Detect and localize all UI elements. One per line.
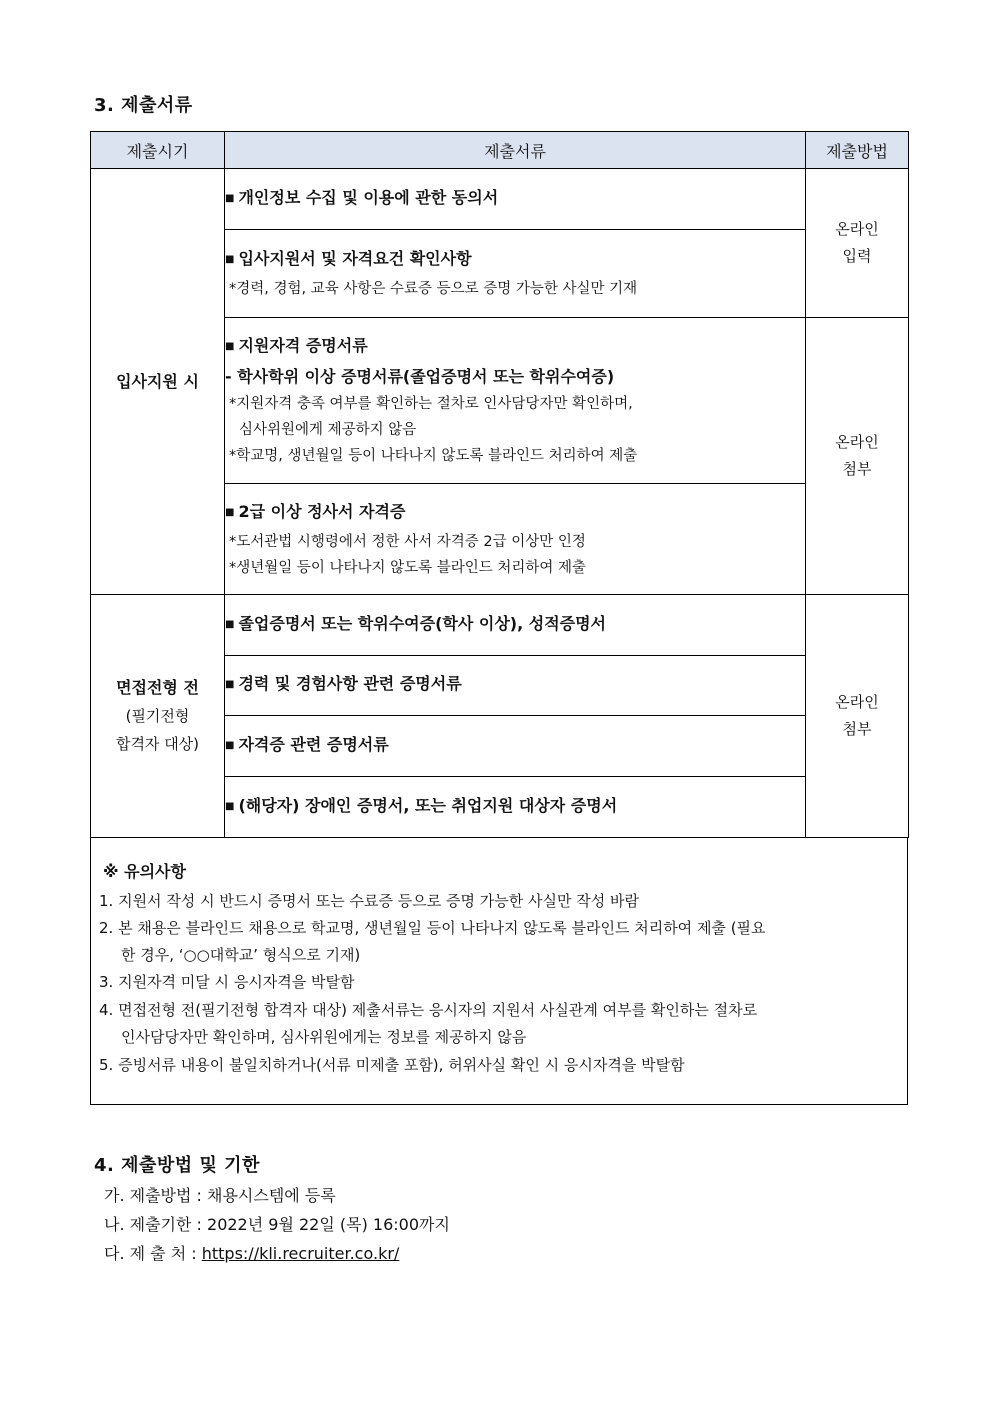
when-interview-sub: (필기전형 bbox=[125, 707, 190, 725]
method-line: 온라인 bbox=[835, 220, 879, 238]
header-when: 제출시기 bbox=[91, 132, 225, 169]
document-title: 지원자격 증명서류 bbox=[238, 336, 368, 355]
method-line: 첨부 bbox=[842, 460, 872, 478]
document-note: *생년월일 등이 나타나지 않도록 블라인드 처리하여 제출 bbox=[229, 559, 587, 576]
section-3-title: 3. 제출서류 bbox=[94, 95, 193, 116]
method-line: 첨부 bbox=[842, 720, 872, 738]
document-title: 입사지원서 및 자격요건 확인사항 bbox=[238, 249, 472, 268]
table-header-row bbox=[91, 132, 909, 169]
note-item: 3. 지원자격 미달 시 응시자격을 박탈함 bbox=[99, 973, 355, 991]
square-bullet-icon: ■ bbox=[225, 618, 235, 630]
document-note: *도서관법 시행령에서 정한 사서 자격증 2급 이상만 인정 bbox=[229, 533, 586, 550]
document-title: 졸업증명서 또는 학위수여증(학사 이상), 성적증명서 bbox=[238, 613, 607, 633]
note-item: 5. 증빙서류 내용이 불일치하거나(서류 미제출 포함), 허위사실 확인 시 응시자격을 박탈함 bbox=[99, 1056, 685, 1074]
square-bullet-icon: ■ bbox=[225, 192, 235, 204]
square-bullet-icon: ■ bbox=[225, 679, 235, 690]
document-title: 자격증 관련 증명서류 bbox=[238, 734, 389, 754]
note-item: 4. 면접전형 전(필기전형 합격자 대상) 제출서류는 응시자의 지원서 사실관계 여부를 확인하는 절차로 bbox=[99, 1001, 758, 1019]
document-note: *지원자격 충족 여부를 확인하는 절차로 인사담당자만 확인하며, bbox=[229, 396, 633, 412]
when-application: 입사지원 시 bbox=[116, 371, 199, 391]
square-bullet-icon: ■ bbox=[225, 506, 235, 518]
square-bullet-icon: ■ bbox=[225, 254, 235, 265]
submission-method-value: 채용시스템에 등록 bbox=[207, 1186, 336, 1205]
document-note: *학교명, 생년월일 등이 나타나지 않도록 블라인드 처리하여 제출 bbox=[229, 448, 638, 464]
note-item: 2. 본 채용은 블라인드 채용으로 학교명, 생년월일 등이 나타나지 않도록 블라인드 처리하여 제출 (필요 bbox=[99, 919, 766, 937]
document-cell bbox=[225, 230, 806, 318]
document-title: (해당자) 장애인 증명서, 또는 취업지원 대상자 증명서 bbox=[238, 795, 618, 815]
document-cell bbox=[225, 656, 806, 716]
notes-box bbox=[90, 837, 908, 1105]
submission-site-label: 다. 제 출 처 : bbox=[104, 1244, 202, 1263]
deadline-value: 2022년 9월 22일 (목) 16:00까지 bbox=[207, 1215, 450, 1234]
method-cell-3 bbox=[806, 595, 909, 838]
document-note: *경력, 경험, 교육 사항은 수료증 등으로 증명 가능한 사실만 기재 bbox=[229, 281, 638, 297]
header-documents: 제출서류 bbox=[225, 132, 806, 169]
method-cell-1 bbox=[806, 169, 909, 318]
submission-site-line bbox=[104, 1242, 399, 1266]
method-line: 입력 bbox=[842, 247, 872, 265]
document-title: 개인정보 수집 및 이용에 관한 동의서 bbox=[238, 187, 499, 207]
when-interview: 면접전형 전 bbox=[116, 678, 199, 697]
document-cell bbox=[225, 777, 806, 838]
note-item: 한 경우, ‘○○대학교’ 형식으로 기재) bbox=[121, 946, 361, 964]
square-bullet-icon: ■ bbox=[225, 800, 235, 812]
when-interview-cell bbox=[91, 595, 225, 838]
method-line: 온라인 bbox=[835, 693, 879, 711]
deadline-line bbox=[104, 1213, 450, 1237]
document-cell bbox=[225, 595, 806, 656]
note-item: 1. 지원서 작성 시 반드시 증명서 또는 수료증 등으로 증명 가능한 사실만 작성 바람 bbox=[99, 892, 639, 910]
table-row bbox=[91, 169, 909, 230]
submission-documents-table bbox=[90, 131, 909, 838]
notes-title: ※ 유의사항 bbox=[103, 862, 186, 881]
document-note: 심사위원에게 제공하지 않음 bbox=[239, 422, 417, 438]
submission-method-label: 가. 제출방법 : bbox=[104, 1186, 208, 1205]
table-row bbox=[91, 595, 909, 656]
method-line: 온라인 bbox=[835, 433, 879, 451]
submission-method-line bbox=[104, 1184, 336, 1208]
document-title: 경력 및 경험사항 관련 증명서류 bbox=[238, 674, 462, 693]
note-item: 인사담당자만 확인하며, 심사위원에게는 정보를 제공하지 않음 bbox=[121, 1028, 527, 1046]
document-cell bbox=[225, 169, 806, 230]
when-interview-sub: 합격자 대상) bbox=[115, 735, 200, 753]
header-method: 제출방법 bbox=[806, 132, 909, 169]
submission-site-link[interactable]: https://kli.recruiter.co.kr/ bbox=[201, 1244, 400, 1263]
document-cell bbox=[225, 716, 806, 777]
when-application-cell bbox=[91, 169, 225, 595]
document-cell bbox=[225, 318, 806, 484]
square-bullet-icon: ■ bbox=[225, 739, 235, 751]
document-subtitle: - 학사학위 이상 증명서류(졸업증명서 또는 학위수여증) bbox=[225, 367, 615, 386]
document-cell bbox=[225, 484, 806, 595]
section-4-title: 4. 제출방법 및 기한 bbox=[94, 1155, 260, 1176]
method-cell-2 bbox=[806, 318, 909, 595]
deadline-label: 나. 제출기한 : bbox=[104, 1215, 208, 1234]
document-title: 2급 이상 정사서 자격증 bbox=[238, 501, 406, 521]
square-bullet-icon: ■ bbox=[225, 341, 235, 352]
